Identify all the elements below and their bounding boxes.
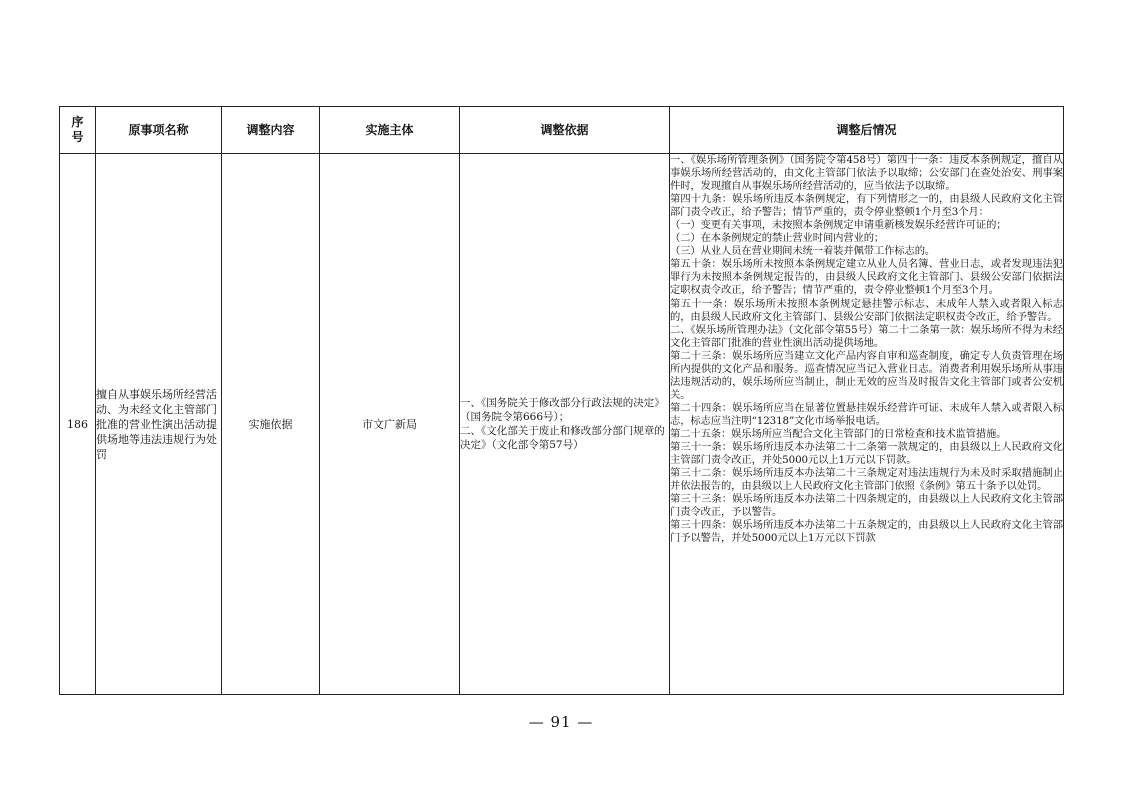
cell-subject: 市文广新局 <box>320 154 460 695</box>
cell-name: 擅自从事娱乐场所经营活动、为未经文化主管部门批准的营业性演出活动提供场地等违法违规行为处罚 <box>96 154 222 695</box>
result-paragraph: （三）从业人员在营业期间未统一着装并佩带工作标志的。 <box>670 245 936 258</box>
header-content: 调整内容 <box>222 107 320 154</box>
result-paragraph: 第三十一条：娱乐场所违反本办法第二十二条第一款规定的，由县级以上人民政府文化主管部门责令改正，并处5000元以上1万元以下罚款。 <box>670 441 1063 467</box>
header-subject: 实施主体 <box>320 107 460 154</box>
header-result: 调整后情况 <box>670 107 1064 154</box>
result-paragraph: 第四十九条：娱乐场所违反本条例规定，有下列情形之一的，由县级人民政府文化主管部门责令改正，给予警告；情节严重的，责令停业整顿1个月至3个月： <box>670 193 1063 219</box>
result-paragraph: （一）变更有关事项，未按照本条例规定申请重新核发娱乐经营许可证的； <box>670 219 1007 232</box>
cell-basis <box>460 154 670 695</box>
cell-result <box>670 154 1064 695</box>
table-row <box>60 154 1064 695</box>
result-paragraph: 第二十五条：娱乐场所应当配合文化主管部门的日常检查和技术监管措施。 <box>670 427 1007 440</box>
basis-line: 一、《国务院关于修改部分行政法规的决定》（国务院令第666号）； <box>460 397 665 423</box>
cell-content: 实施依据 <box>222 154 320 695</box>
result-paragraph: 第三十二条：娱乐场所违反本办法第二十三条规定对违法违规行为未及时采取措施制止并依法报告的，由县级以上人民政府文化主管部门依照《条例》第五十条予以处罚。 <box>670 467 1063 493</box>
result-paragraph: 第五十条：娱乐场所未按照本条例规定建立从业人员名簿、营业日志，或者发现违法犯罪行为未按照本条例规定报告的，由县级人民政府文化主管部门、县级公安部门依据法定职权责令改正，给予警告；情节严重的，责令停业整顿1个月至3个月。 <box>670 258 1063 297</box>
adjustment-table <box>59 106 1064 695</box>
page-number: — 91 — <box>528 713 594 731</box>
header-seq: 序号 <box>60 107 96 154</box>
result-paragraph: 第二十四条：娱乐场所应当在显著位置悬挂娱乐经营许可证、未成年人禁入或者限入标志，标志应当注明“12318”文化市场举报电话。 <box>670 401 1063 427</box>
result-paragraph: （二）在本条例规定的禁止营业时间内营业的； <box>670 232 885 245</box>
cell-seq: 186 <box>60 154 96 695</box>
header-name: 原事项名称 <box>96 107 222 154</box>
result-paragraph: 第三十三条：娱乐场所违反本办法第二十四条规定的，由县级以上人民政府文化主管部门责令改正，予以警告。 <box>670 493 1063 519</box>
result-paragraph: 第二十三条：娱乐场所应当建立文化产品内容自审和巡查制度，确定专人负责管理在场所内提供的文化产品和服务。巡查情况应当记入营业日志。消费者利用娱乐场所从事违法违规活动的，娱乐场所应当制止，制止无效的应当及时报告文化主管部门或者公安机关。 <box>670 349 1063 401</box>
result-paragraph: 一、《娱乐场所管理条例》（国务院令第458号）第四十一条：违反本条例规定，擅自从事娱乐场所经营活动的，由文化主管部门依法予以取缔；公安部门在查处治安、刑事案件时，发现擅自从事娱乐场所经营活动的，应当依法予以取缔。 <box>670 154 1063 193</box>
result-paragraph: 第三十四条：娱乐场所违反本办法第二十五条规定的，由县级以上人民政府文化主管部门予以警告，并处5000元以上1万元以下罚款 <box>670 519 1063 545</box>
table-header-row <box>60 107 1064 154</box>
basis-line: 二、《文化部关于废止和修改部分部门规章的决定》（文化部令第57号） <box>460 425 665 451</box>
result-paragraph: 第五十一条：娱乐场所未按照本条例规定悬挂警示标志、未成年人禁入或者限入标志的，由县级人民政府文化主管部门、县级公安部门依据法定职权责令改正，给予警告。 <box>670 297 1063 323</box>
header-basis: 调整依据 <box>460 107 670 154</box>
result-paragraph: 二、《娱乐场所管理办法》（文化部令第55号）第二十二条第一款：娱乐场所不得为未经文化主管部门批准的营业性演出活动提供场地。 <box>670 323 1063 349</box>
